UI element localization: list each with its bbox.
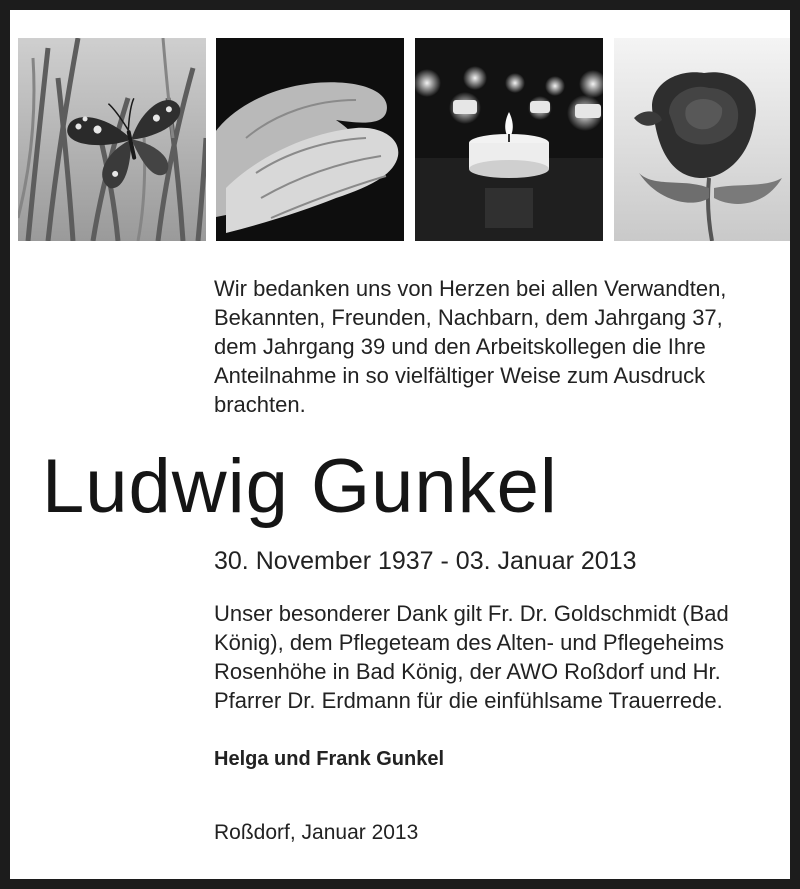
thanks-line: Unser besonderer Dank gilt Fr. Dr. Goldschmidt (Bad — [214, 601, 729, 626]
thanks-text — [214, 599, 784, 715]
rose-photo — [614, 38, 790, 241]
rose-icon — [614, 38, 790, 241]
candles-photo — [415, 38, 603, 241]
intro-line: brachten. — [214, 392, 306, 417]
intro-line: Anteilnahme in so vielfältiger Weise zum Ausdruck — [214, 363, 706, 388]
deceased-name: Ludwig Gunkel — [42, 444, 558, 529]
thanks-line: Pfarrer Dr. Erdmann für die einfühlsame Trauerrede. — [214, 688, 723, 713]
thanks-line: Rosenhöhe in Bad König, der AWO Roßdorf und Hr. — [214, 659, 721, 684]
life-dates: 30. November 1937 - 03. Januar 2013 — [214, 547, 637, 575]
intro-line: dem Jahrgang 39 und den Arbeitskollegen die Ihre — [214, 334, 706, 359]
hands-photo — [216, 38, 404, 241]
thanks-line: König), dem Pflegeteam des Alten- und Pflegeheims — [214, 630, 724, 655]
butterfly-photo — [18, 38, 206, 241]
intro-text — [214, 274, 784, 419]
butterfly-icon — [18, 38, 206, 241]
place-date: Roßdorf, Januar 2013 — [214, 821, 419, 844]
intro-line: Bekannten, Freunden, Nachbarn, dem Jahrgang 37, — [214, 305, 723, 330]
candles-icon — [415, 38, 603, 241]
photo-strip — [18, 38, 790, 241]
intro-line: Wir bedanken uns von Herzen bei allen Verwandten, — [214, 276, 727, 301]
signature: Helga und Frank Gunkel — [214, 748, 445, 770]
hands-icon — [216, 38, 404, 241]
